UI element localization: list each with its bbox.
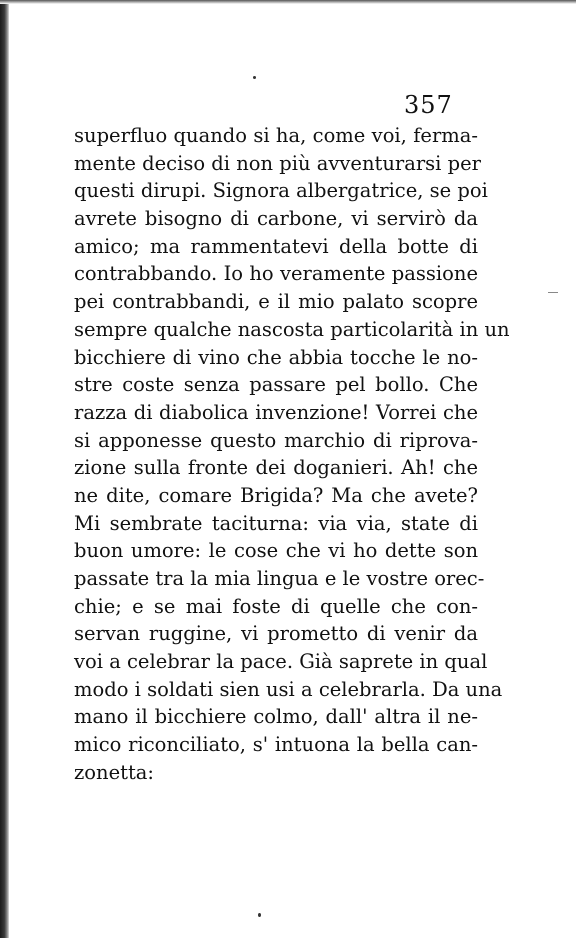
text-line: avrete bisogno di carbone, vi servirò da xyxy=(74,207,478,231)
print-speck xyxy=(258,913,261,917)
text-line: si apponesse questo marchio di riprova- xyxy=(74,428,478,452)
text-line: contrabbando. Io ho veramente passione xyxy=(74,262,478,286)
text-line: servan ruggine, vi prometto di venir da xyxy=(74,622,478,646)
print-speck xyxy=(253,76,256,79)
text-line: amico; ma rammentatevi della botte di xyxy=(74,234,478,258)
text-line: modo i soldati sien usi a celebrarla. Da una xyxy=(74,677,503,701)
text-line: bicchiere di vino che abbia tocche le no- xyxy=(74,345,478,369)
body-text xyxy=(74,122,510,787)
text-line: mico riconciliato, s' intuona la bella can- xyxy=(74,733,478,757)
text-line: pei contrabbandi, e il mio palato scopre xyxy=(74,290,478,314)
text-line: sempre qualche nascosta particolarità in un xyxy=(74,317,510,341)
text-line: stre coste senza passare pel bollo. Che xyxy=(74,373,478,397)
text-line: razza di diabolica invenzione! Vorrei che xyxy=(74,400,478,424)
text-line: superfluo quando si ha, come voi, ferma- xyxy=(74,124,478,147)
text-line: mente deciso di non più avventurarsi per xyxy=(74,151,481,175)
text-line: passate tra la mia lingua e le vostre orec- xyxy=(74,567,485,590)
print-speck xyxy=(548,292,558,293)
text-line: buon umore: le cose che vi ho dette son xyxy=(74,539,478,563)
page-top-edge xyxy=(0,0,576,4)
page-number: 357 xyxy=(404,91,453,119)
text-line: chie; e se mai foste di quelle che con- xyxy=(74,594,478,618)
page-binding-edge xyxy=(0,0,9,938)
text-line: ne dite, comare Brigida? Ma che avete? xyxy=(74,483,478,507)
text-line: Mi sembrate taciturna: via via, state di xyxy=(74,511,478,535)
text-line: zione sulla fronte dei doganieri. Ah! che xyxy=(74,456,478,480)
text-line: mano il bicchiere colmo, dall' altra il ne- xyxy=(74,705,478,729)
text-line: voi a celebrar la pace. Già saprete in qual xyxy=(74,650,488,674)
text-line: questi dirupi. Signora albergatrice, se poi xyxy=(74,179,488,203)
text-line: zonetta: xyxy=(74,760,154,784)
